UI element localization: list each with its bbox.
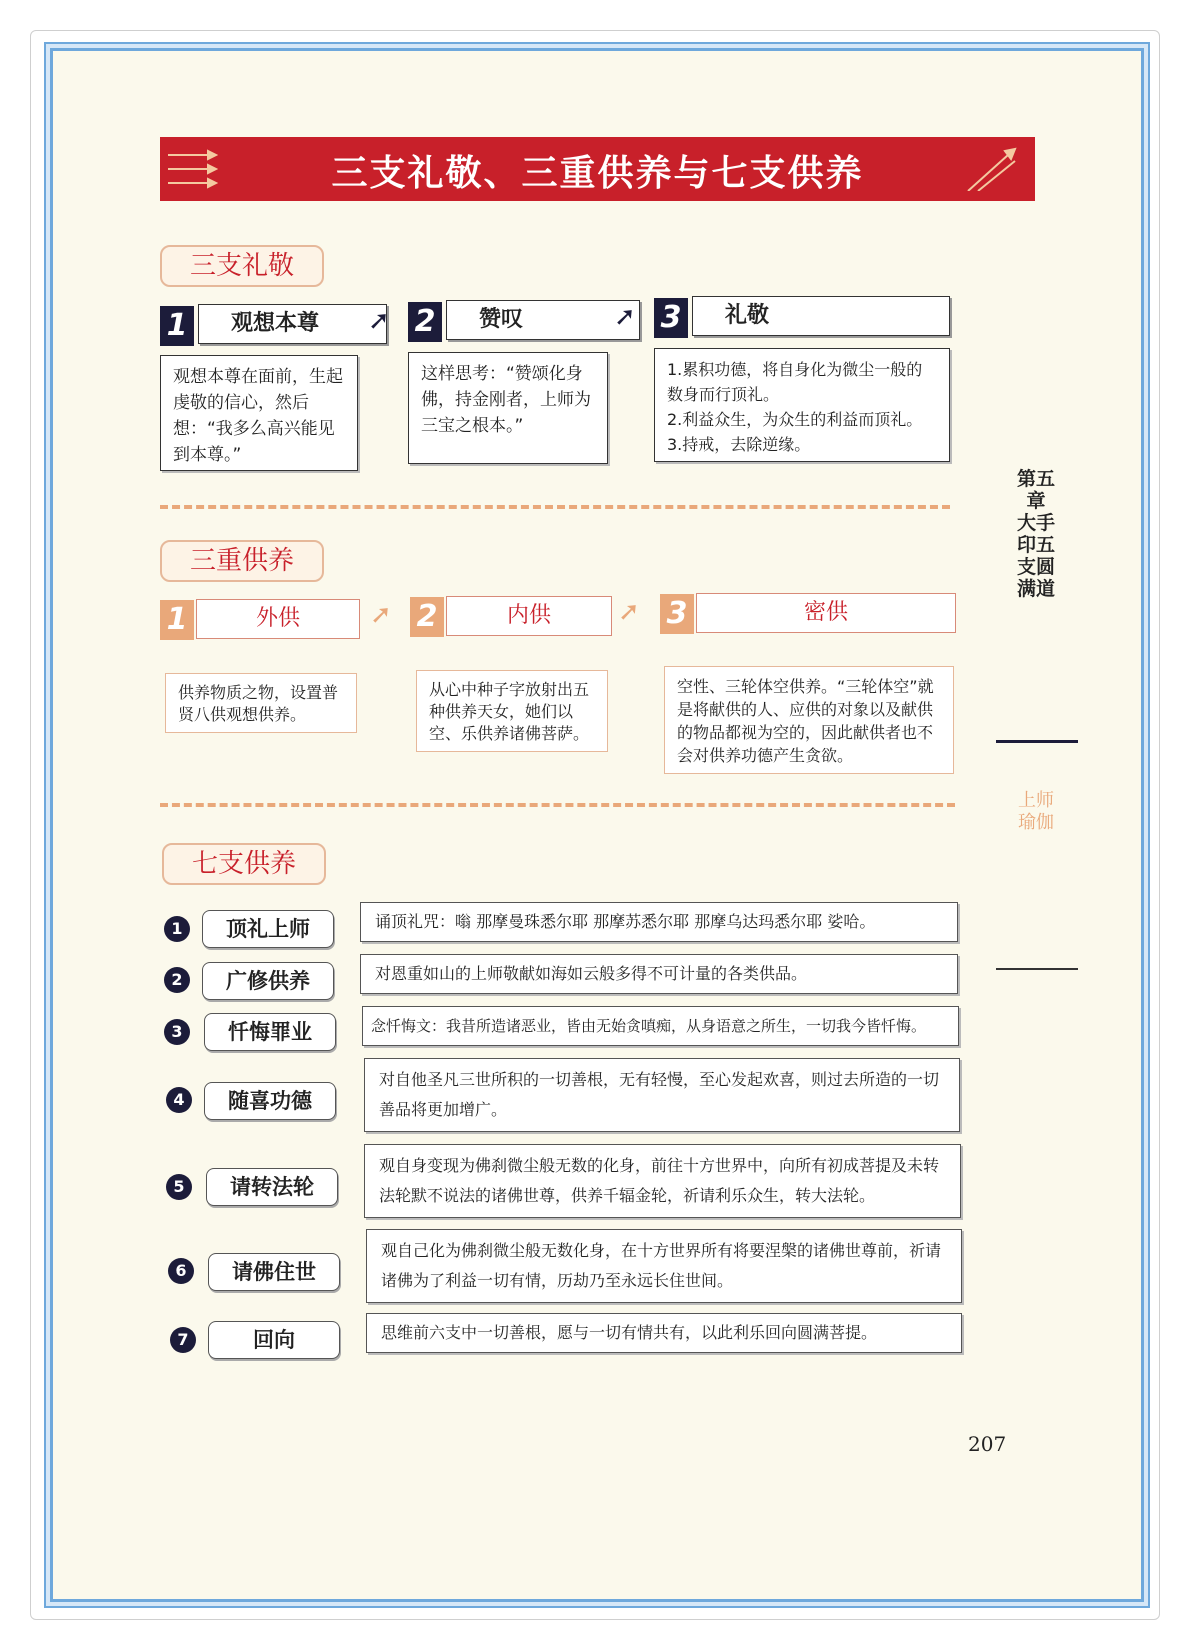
s3-desc-5: 观自身变现为佛刹微尘般无数的化身，前往十方世界中，向所有初成菩提及未转法轮默不说法的诸佛世尊，供养千辐金轮，祈请利乐众生，转大法轮。	[364, 1144, 961, 1218]
s3-num-7: 7	[170, 1327, 196, 1353]
s1-arrow-2: ➚	[614, 302, 636, 332]
s3-num-6: 6	[168, 1258, 194, 1284]
s3-num-2: 2	[164, 967, 190, 993]
s3-num-1: 1	[164, 916, 190, 942]
s3-desc-1: 诵顶礼咒：嗡 那摩曼珠悉尔耶 那摩苏悉尔耶 那摩乌达玛悉尔耶 娑哈。	[360, 902, 958, 942]
s3-head-7: 回向	[208, 1321, 340, 1359]
s3-head-3: 忏悔罪业	[204, 1013, 336, 1051]
s3-head-2: 广修供养	[202, 962, 334, 1000]
s3-head-4: 随喜功德	[204, 1082, 336, 1120]
s3-num-4: 4	[166, 1087, 192, 1113]
section-label-1: 三支礼敬	[160, 245, 324, 287]
s3-desc-3: 念忏悔文：我昔所造诸恶业，皆由无始贪嗔痴，从身语意之所生，一切我今皆忏悔。	[362, 1006, 959, 1046]
s1-num-1: 1	[160, 306, 194, 346]
section-label-2: 三重供养	[160, 540, 324, 582]
s2-box-1: 供养物质之物，设置普贤八供观想供养。	[165, 673, 357, 733]
topic-title: 上师瑜伽	[1018, 790, 1054, 833]
section-label-3: 七支供养	[162, 843, 326, 885]
s1-head-3: 礼敬	[692, 296, 950, 336]
title-banner	[160, 137, 1035, 201]
divider-2	[160, 803, 955, 807]
s3-desc-7: 思维前六支中一切善根，愿与一切有情共有，以此利乐回向圆满菩提。	[366, 1313, 962, 1353]
s1-head-1: 观想本尊	[198, 304, 387, 344]
s2-box-2: 从心中种子字放射出五种供养天女，她们以空、乐供养诸佛菩萨。	[416, 670, 608, 752]
page-number: 207	[968, 1432, 1007, 1456]
arrows-right-icon	[963, 147, 1023, 191]
s3-head-5: 请转法轮	[206, 1168, 338, 1206]
s1-box-2: 这样思考：“赞颂化身佛，持金刚者，上师为三宝之根本。”	[408, 352, 608, 464]
s2-arrow-1: ➚	[370, 600, 392, 630]
page-title: 三支礼敬、三重供养与七支供养	[331, 153, 864, 194]
chapter-title: 第五章 大手印五支圆满道	[1016, 468, 1055, 600]
s3-desc-2: 对恩重如山的上师敬献如海如云般多得不可计量的各类供品。	[360, 954, 958, 994]
s1-num-3: 3	[654, 298, 688, 338]
divider-1	[160, 505, 950, 509]
s2-num-1: 1	[160, 600, 194, 640]
s2-num-2: 2	[410, 597, 444, 637]
s3-desc-6: 观自己化为佛刹微尘般无数化身，在十方世界所有将要涅槃的诸佛世尊前，祈请诸佛为了利益一切有情，历劫乃至永远长住世间。	[366, 1229, 962, 1303]
s1-arrow-1: ➚	[368, 306, 390, 336]
sidebar-rule-bottom	[996, 968, 1078, 970]
s1-num-2: 2	[408, 302, 442, 342]
s1-box-3: 1.累积功德，将自身化为微尘一般的数身而行顶礼。 2.利益众生，为众生的利益而顶礼。 3.持戒，去除逆缘。	[654, 348, 950, 462]
s2-head-3: 密供	[696, 593, 956, 633]
s2-box-3: 空性、三轮体空供养。“三轮体空”就是将献供的人、应供的对象以及献供的物品都视为空的，因此献供者也不会对供养功德产生贪欲。	[664, 666, 954, 774]
s3-head-6: 请佛住世	[208, 1253, 340, 1291]
s2-arrow-2: ➚	[618, 597, 640, 627]
s3-desc-4: 对自他圣凡三世所积的一切善根，无有轻慢，至心发起欢喜，则过去所造的一切善品将更加增广。	[364, 1058, 960, 1132]
s2-head-1: 外供	[196, 599, 360, 639]
s2-num-3: 3	[660, 594, 694, 634]
sidebar-rule	[996, 740, 1078, 743]
s3-num-3: 3	[164, 1019, 190, 1045]
s1-box-1: 观想本尊在面前，生起虔敬的信心，然后想：“我多么高兴能见到本尊。”	[160, 355, 358, 471]
s2-head-2: 内供	[446, 596, 612, 636]
s3-head-1: 顶礼上师	[202, 910, 334, 948]
s3-num-5: 5	[166, 1174, 192, 1200]
s1-head-2: 赞叹	[446, 300, 640, 340]
